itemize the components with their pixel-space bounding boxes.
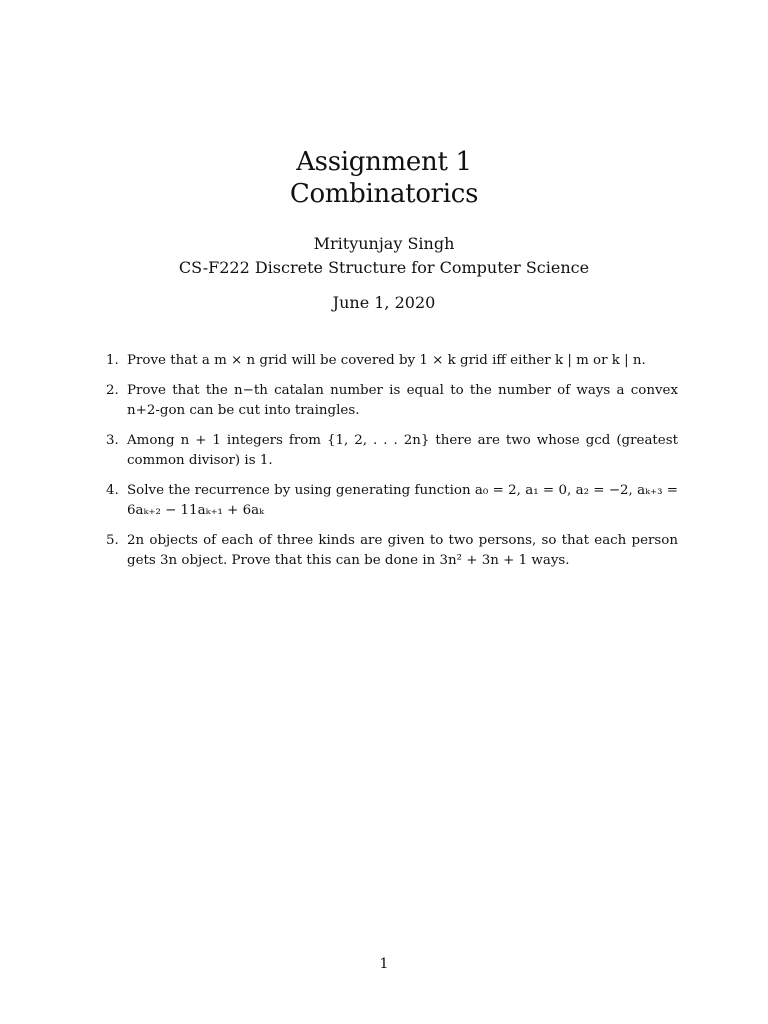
course-name: CS-F222 Discrete Structure for Computer Science xyxy=(178,258,590,277)
problem-text: Solve the recurrence by using generating function a₀ = 2, a₁ = 0, a₂ = −2, aₖ₊₃ = 6aₖ₊₂ − 11aₖ₊₁ + 6aₖ xyxy=(127,483,678,518)
problem-number: 4. xyxy=(106,483,119,498)
problem-item-1 xyxy=(106,351,678,371)
title-line-subject: Combinatorics xyxy=(289,179,479,209)
problem-item-5 xyxy=(106,531,678,571)
problem-number: 2. xyxy=(106,383,119,398)
problem-item-2 xyxy=(106,381,678,421)
author-block xyxy=(0,232,768,280)
problem-item-3 xyxy=(106,431,678,471)
problem-number: 1. xyxy=(106,353,119,368)
document-date: June 1, 2020 xyxy=(332,293,436,312)
problem-text: Among n + 1 integers from {1, 2, . . . 2n} there are two whose gcd (greatest common divisor) is 1. xyxy=(127,433,678,468)
problem-number: 3. xyxy=(106,433,119,448)
problem-number: 5. xyxy=(106,533,119,548)
document-title xyxy=(0,146,768,210)
problem-text: Prove that a m × n grid will be covered by 1 × k grid iff either k | m or k | n. xyxy=(127,353,646,368)
problem-text: Prove that the n−th catalan number is equal to the number of ways a convex n+2-gon can be cut into traingles. xyxy=(127,383,678,418)
title-line-assignment: Assignment 1 xyxy=(296,147,472,177)
problem-item-4 xyxy=(106,481,678,521)
author-name: Mrityunjay Singh xyxy=(313,234,455,253)
problem-text: 2n objects of each of three kinds are given to two persons, so that each person gets 3n object. Prove that this can be done in 3n² + 3n + 1 ways. xyxy=(127,533,678,568)
page-number: 1 xyxy=(379,956,389,972)
problem-list xyxy=(106,351,678,581)
